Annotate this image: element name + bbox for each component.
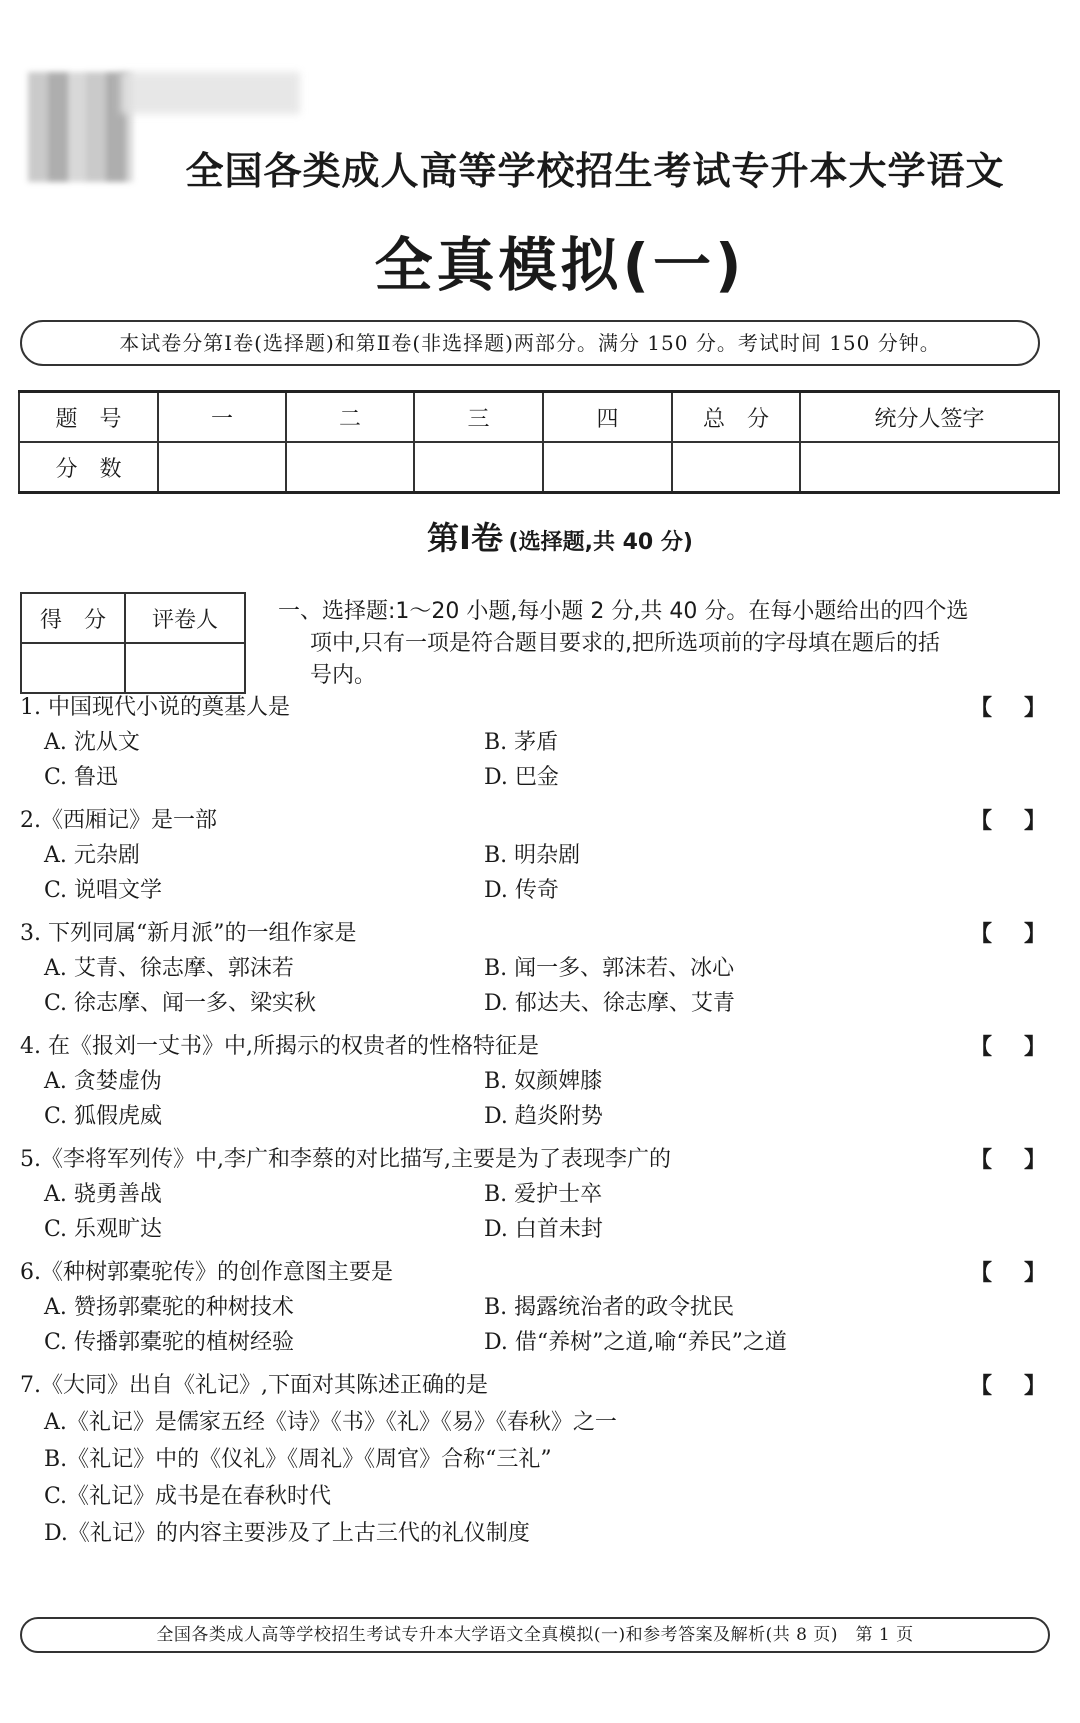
question-1-option-b[interactable]: B. 茅盾 — [484, 730, 559, 755]
score-cell[interactable] — [672, 442, 800, 493]
question-7-option-b[interactable]: B.《礼记》中的《仪礼》《周礼》《周官》合称“三礼” — [44, 1447, 552, 1472]
grader-name-cell[interactable] — [125, 643, 245, 693]
section-title — [0, 513, 1080, 559]
blurred-label — [120, 72, 300, 114]
question-3-option-a[interactable]: A. 艾青、徐志摩、郭沫若 — [44, 956, 294, 981]
answer-bracket[interactable]: 【】 — [970, 1260, 1079, 1286]
exam-title: 全国各类成人高等学校招生考试专升本大学语文 — [185, 149, 1005, 193]
question-6-option-b[interactable]: B. 揭露统治者的政令扰民 — [484, 1295, 735, 1320]
question-7-option-c[interactable]: C.《礼记》成书是在春秋时代 — [44, 1484, 332, 1509]
answer-bracket[interactable]: 【】 — [970, 921, 1079, 947]
score-header-3: 三 — [414, 392, 543, 443]
grader-input-row — [21, 643, 245, 693]
score-table-header-row — [19, 392, 1059, 443]
question-1-stem: 1. 中国现代小说的奠基人是 — [20, 695, 290, 720]
question-7-option-a[interactable]: A.《礼记》是儒家五经《诗》《书》《礼》《易》《春秋》之一 — [44, 1410, 617, 1435]
question-7-stem: 7.《大同》出自《礼记》,下面对其陈述正确的是 — [20, 1373, 488, 1398]
score-header-2: 二 — [286, 392, 414, 443]
question-4-option-c[interactable]: C. 狐假虎威 — [44, 1104, 163, 1129]
grader-score-label: 得 分 — [21, 593, 125, 643]
score-header-1: 一 — [158, 392, 286, 443]
exam-notice: 本试卷分第Ⅰ卷(选择题)和第Ⅱ卷(非选择题)两部分。满分 150 分。考试时间 150 分钟。 — [20, 320, 1040, 366]
question-1-option-d[interactable]: D. 巴金 — [484, 765, 559, 790]
score-cell[interactable] — [158, 442, 286, 493]
question-4-option-a[interactable]: A. 贪婪虚伪 — [44, 1069, 162, 1094]
score-header-label: 题 号 — [19, 392, 158, 443]
question-1-option-c[interactable]: C. 鲁迅 — [44, 765, 119, 790]
question-3-option-d[interactable]: D. 郁达夫、徐志摩、艾青 — [484, 991, 735, 1016]
question-4-option-d[interactable]: D. 趋炎附势 — [484, 1104, 603, 1129]
question-3-stem: 3. 下列同属“新月派”的一组作家是 — [20, 921, 357, 946]
score-row-label: 分 数 — [19, 442, 158, 493]
question-4-stem: 4. 在《报刘一丈书》中,所揭示的权贵者的性格特征是 — [20, 1034, 539, 1059]
question-2-option-a[interactable]: A. 元杂剧 — [44, 843, 140, 868]
question-5-option-c[interactable]: C. 乐观旷达 — [44, 1217, 163, 1242]
grader-name-label: 评卷人 — [125, 593, 245, 643]
score-header-signature: 统分人签字 — [800, 392, 1059, 443]
exam-subtitle: 全真模拟(一) — [374, 231, 746, 299]
answer-bracket[interactable]: 【】 — [970, 695, 1079, 721]
question-6-stem: 6.《种树郭橐驼传》的创作意图主要是 — [20, 1260, 393, 1285]
question-2-stem: 2.《西厢记》是一部 — [20, 808, 217, 833]
answer-bracket[interactable]: 【】 — [970, 1034, 1079, 1060]
question-3-option-b[interactable]: B. 闻一多、郭沫若、冰心 — [484, 956, 735, 981]
instructions-line: 号内。 — [310, 663, 377, 688]
section-title-main: 第Ⅰ卷 — [427, 519, 503, 557]
question-5-option-d[interactable]: D. 白首未封 — [484, 1217, 603, 1242]
page-footer: 全国各类成人高等学校招生考试专升本大学语文全真模拟(一)和参考答案及解析(共 8 页) 第 1 页 — [20, 1617, 1050, 1653]
section-title-note: (选择题,共 40 分) — [508, 530, 693, 555]
question-2-option-d[interactable]: D. 传奇 — [484, 878, 559, 903]
score-cell[interactable] — [800, 442, 1059, 493]
score-cell[interactable] — [414, 442, 543, 493]
question-6-option-c[interactable]: C. 传播郭橐驼的植树经验 — [44, 1330, 295, 1355]
question-6-option-d[interactable]: D. 借“养树”之道,喻“养民”之道 — [484, 1330, 787, 1355]
question-3-option-c[interactable]: C. 徐志摩、闻一多、梁实秋 — [44, 991, 317, 1016]
instructions-line: 项中,只有一项是符合题目要求的,把所选项前的字母填在题后的括 — [310, 631, 940, 656]
question-4-option-b[interactable]: B. 奴颜婢膝 — [484, 1069, 603, 1094]
instructions — [278, 596, 1048, 692]
score-cell[interactable] — [286, 442, 414, 493]
question-1-option-a[interactable]: A. 沈从文 — [44, 730, 140, 755]
score-table — [18, 390, 1060, 494]
answer-bracket[interactable]: 【】 — [970, 1373, 1079, 1399]
score-header-total: 总 分 — [672, 392, 800, 443]
instructions-line: 一、选择题:1～20 小题,每小题 2 分,共 40 分。在每小题给出的四个选 — [278, 599, 969, 624]
question-5-option-b[interactable]: B. 爱护士卒 — [484, 1182, 603, 1207]
grader-table — [20, 592, 246, 694]
question-2-option-b[interactable]: B. 明杂剧 — [484, 843, 581, 868]
question-5-option-a[interactable]: A. 骁勇善战 — [44, 1182, 162, 1207]
score-table-score-row — [19, 442, 1059, 493]
question-2-option-c[interactable]: C. 说唱文学 — [44, 878, 163, 903]
answer-bracket[interactable]: 【】 — [970, 808, 1079, 834]
question-6-option-a[interactable]: A. 赞扬郭橐驼的种树技术 — [44, 1295, 294, 1320]
score-cell[interactable] — [543, 442, 672, 493]
question-5-stem: 5.《李将军列传》中,李广和李蔡的对比描写,主要是为了表现李广的 — [20, 1147, 671, 1172]
grader-score-cell[interactable] — [21, 643, 125, 693]
score-header-4: 四 — [543, 392, 672, 443]
grader-header-row — [21, 593, 245, 643]
answer-bracket[interactable]: 【】 — [970, 1147, 1079, 1173]
question-7-option-d[interactable]: D.《礼记》的内容主要涉及了上古三代的礼仪制度 — [44, 1521, 530, 1546]
